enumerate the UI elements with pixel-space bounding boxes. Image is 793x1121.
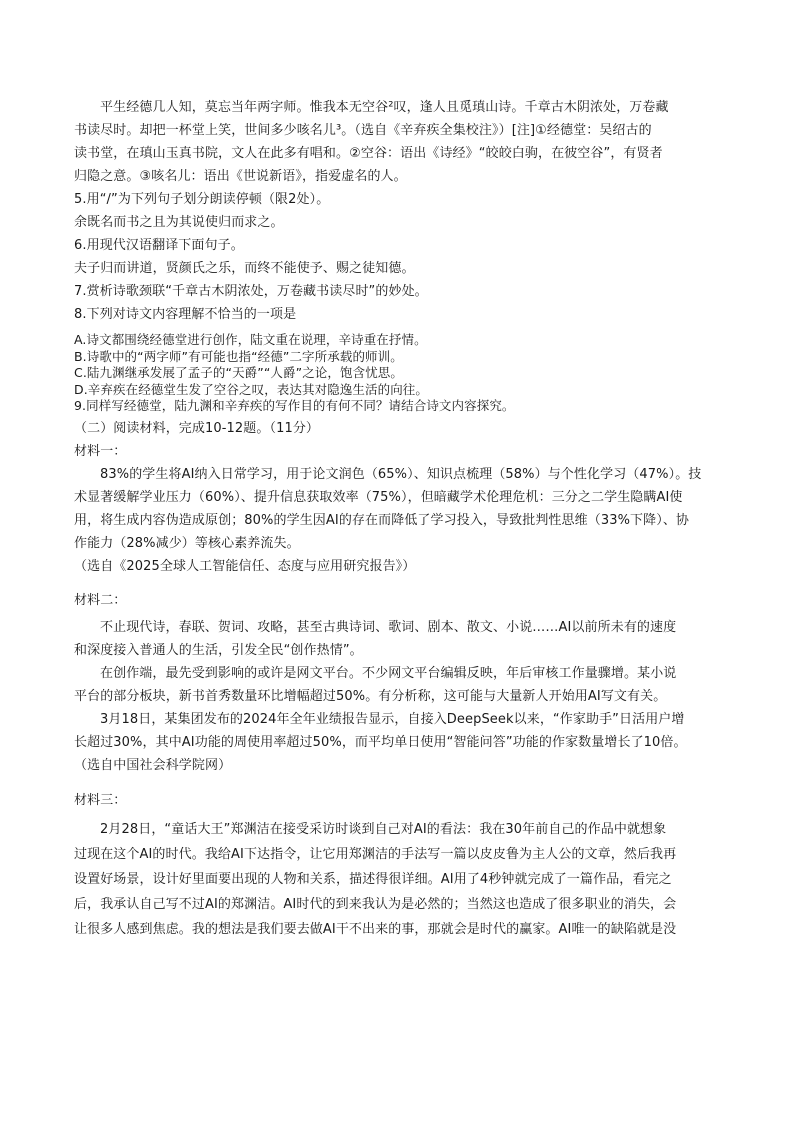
question-9: 9.同样写经德堂，陆九渊和辛弃疾的写作目的有何不同？请结合诗文内容探究。 xyxy=(74,398,515,413)
material-2-label: 材料二： xyxy=(74,592,127,608)
material-1-line: 术显著缓解学业压力（60%）、提升信息获取效率（75%），但暗藏学术伦理危机：三分之二学生隐瞒AI使 xyxy=(74,489,683,505)
question-8: 8.下列对诗文内容理解不恰当的一项是 xyxy=(74,307,297,322)
material-1-source: （选自《2025全球人工智能信任、态度与应用研究报告》） xyxy=(74,558,416,574)
material-3-line: 过现在这个AI的时代。我给AI下达指令，让它用郑渊洁的手法写一篇以皮皮鲁为主人公的文章，然后我再 xyxy=(74,846,677,862)
material-1-line: 作能力（28%减少）等核心素养流失。 xyxy=(74,535,300,551)
material-3-line: 2月28日，“童话大王”郑渊洁在接受采访时谈到自己对AI的看法：我在30年前自己的作品中就想象 xyxy=(100,821,667,837)
material-1-body xyxy=(74,463,722,555)
material-2-line: 在创作端，最先受到影响的或许是网文平台。不少网文平台编辑反映，年后审核工作量骤增。某小说 xyxy=(100,665,677,681)
question-6-sentence: 夫子归而讲道，贤颜氏之乐，而终不能使予、赐之徒知德。 xyxy=(74,261,415,276)
material-2-line: 3月18日，某集团发布的2024年全年业绩报告显示，自接入DeepSeek以来，“作家助手”日活用户增 xyxy=(100,711,685,727)
material-1-line: 83%的学生将AI纳入日常学习，用于论文润色（65%）、知识点梳理（58%）与个性化学习（47%）。技 xyxy=(100,466,702,482)
section-2-heading: （二）阅读材料，完成10-12题。（11分） xyxy=(74,420,320,436)
material-2-line: 长超过30%，其中AI功能的周使用率超过50%，而平均单日使用“智能问答”功能的作家数量增长了10倍。 xyxy=(74,734,687,750)
option-d: D.辛弃疾在经德堂生发了空谷之叹，表达其对隐逸生活的向往。 xyxy=(74,381,428,397)
material-1-line: 用，将生成内容伪造成原创；80%的学生因AI的存在而降低了学习投入，导致批判性思维（33%下降）、协 xyxy=(74,512,690,528)
material-3-label: 材料三： xyxy=(74,792,127,808)
poem-line: 书读尽时。却把一杯堂上笑，世间多少咳名儿³。（选自《辛弃疾全集校注》）[注]①经德堂：吴绍古的 xyxy=(74,123,652,138)
material-2-line: 和深度接入普通人的生活，引发全民“创作热情”。 xyxy=(74,642,363,658)
question-5-sentence: 余既名而书之且为其说使归而求之。 xyxy=(74,215,284,230)
option-c: C.陆九渊继承发展了孟子的“天爵”“人爵”之论，饱含忧思。 xyxy=(74,365,404,380)
material-3-body xyxy=(74,817,722,942)
question-8-options xyxy=(74,332,722,398)
question-6: 6.用现代汉语翻译下面句子。 xyxy=(74,238,244,253)
material-2-source: （选自中国社会科学院网） xyxy=(74,757,232,773)
poem-line: 归隐之意。③咳名儿：语出《世说新语》，指爱虚名的人。 xyxy=(74,169,407,184)
material-2-line: 平台的部分板块，新书首秀数量环比增幅超过50%。有分析称，这可能与大量新人开始用AI写文有关。 xyxy=(74,688,667,704)
option-a: A.诗文都围绕经德堂进行创作，陆文重在说理，辛诗重在抒情。 xyxy=(74,332,427,347)
poem-line: 读书堂，在瑱山玉真书院，文人在此多有唱和。②空谷：语出《诗经》“皎皎白驹，在彼空谷”，有贤者 xyxy=(74,146,663,161)
poem-line: 平生经德几人知，莫忘当年两字师。惟我本无空谷²叹，逢人且觅瑱山诗。千章古木阴浓处，万卷藏 xyxy=(100,100,669,115)
option-b: B.诗歌中的“两字师”有可能也指“经德”二字所承载的师训。 xyxy=(74,348,403,364)
material-2-line: 不止现代诗，春联、贺词、攻略，甚至古典诗词、歌词、剧本、散文、小说……AI以前所未有的速度 xyxy=(100,619,677,635)
material-2-body xyxy=(74,616,722,754)
document-page xyxy=(74,96,722,942)
material-3-line: 让很多人感到焦虑。我的想法是我们要去做AI干不出来的事，那就会是时代的赢家。AI唯一的缺陷就是没 xyxy=(74,921,677,937)
question-7: 7.赏析诗歌颈联“千章古木阴浓处，万卷藏书读尽时”的妙处。 xyxy=(74,284,428,299)
material-1-label: 材料一： xyxy=(74,443,127,459)
poem-paragraph xyxy=(74,96,722,188)
question-5: 5.用“/”为下列句子划分朗读停顿（限2处）。 xyxy=(74,192,330,207)
material-3-line: 后，我承认自己写不过AI的郑渊洁。AI时代的到来我认为是必然的；当然这也造成了很多职业的消失，会 xyxy=(74,896,677,912)
material-3-line: 设置好场景，设计好里面要出现的人物和关系，描述得很详细。AI用了4秒钟就完成了一篇作品，看完之 xyxy=(74,871,672,887)
